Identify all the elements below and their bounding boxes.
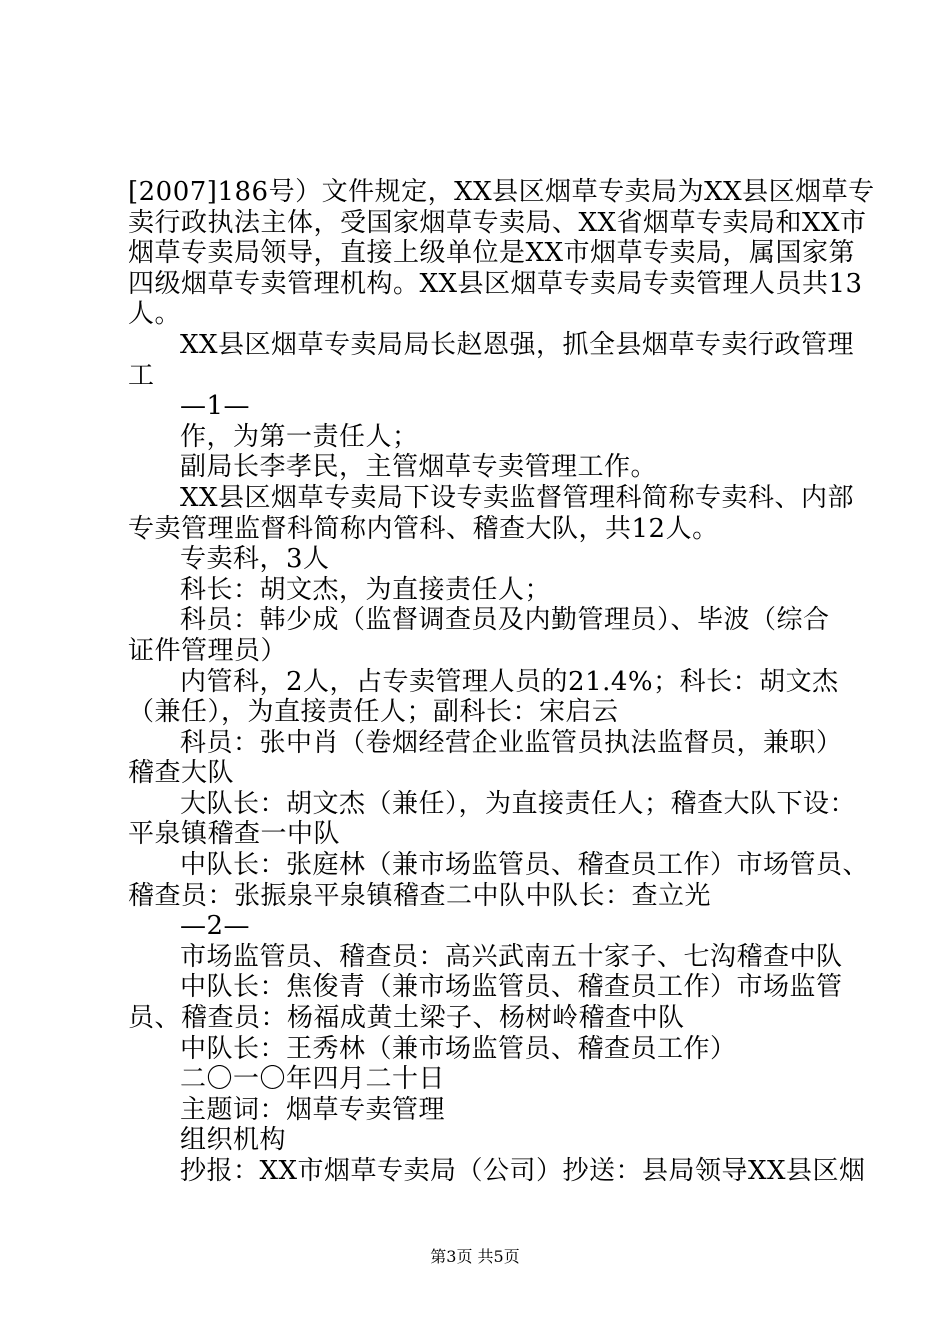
page-marker: —1—: [180, 391, 251, 422]
text-line: 四级烟草专卖管理机构。XX县区烟草专卖局专卖管理人员共13: [128, 268, 863, 299]
text-line: （兼任），为直接责任人；副科长：宋启云: [128, 697, 619, 728]
text-line: 市场监管员、稽查员：高兴武南五十家子、七沟稽查中队: [180, 941, 843, 972]
text-line: 卖行政执法主体，受国家烟草专卖局、XX省烟草专卖局和XX市: [128, 207, 867, 238]
text-line: 科员：张中肖（卷烟经营企业监管员执法监督员，兼职）: [180, 727, 843, 758]
text-line: 中队长：王秀林（兼市场监管员、稽查员工作）: [180, 1033, 737, 1064]
text-line: 专卖管理监督科简称内管科、稽查大队，共12人。: [128, 513, 719, 544]
text-line: 人。: [128, 299, 182, 330]
text-line: 证件管理员）: [128, 635, 288, 666]
text-line: 科员：韩少成（监督调查员及内勤管理员）、毕波（综合: [180, 605, 830, 636]
text-line: 组织机构: [180, 1125, 287, 1156]
body-text: [128, 177, 875, 1187]
text-line: XX县区烟草专卖局局长赵恩强，抓全县烟草专卖行政管理: [180, 329, 855, 360]
text-line: 员、稽查员：杨福成黄土梁子、杨树岭稽查中队: [128, 1003, 685, 1034]
text-line: XX县区烟草专卖局下设专卖监督管理科简称专卖科、内部: [180, 482, 855, 513]
text-line: 二〇一〇年四月二十日: [180, 1064, 446, 1095]
text-line: 中队长：焦俊青（兼市场监管员、稽查员工作）市场监管: [180, 972, 843, 1003]
text-line: 副局长李孝民，主管烟草专卖管理工作。: [180, 452, 658, 483]
text-line: 稽查大队: [128, 758, 235, 789]
text-line: 大队长：胡文杰（兼任），为直接责任人；稽查大队下设：: [180, 788, 857, 819]
text-line: [2007]186号）文件规定，XX县区烟草专卖局为XX县区烟草专: [128, 177, 875, 207]
text-line: 稽查员：张振泉平泉镇稽查二中队中队长：查立光: [128, 880, 712, 911]
text-line: 内管科，2人，占专卖管理人员的21.4%；科长：胡文杰: [180, 666, 839, 697]
page-marker: —2—: [180, 911, 251, 942]
page-footer: 第3页 共5页: [430, 1247, 520, 1266]
text-line: 烟草专卖局领导，直接上级单位是XX市烟草专卖局，属国家第: [128, 238, 856, 269]
text-line: 专卖科，3人: [180, 544, 330, 575]
text-line: 主题词：烟草专卖管理: [180, 1094, 446, 1125]
text-line: 工: [128, 360, 155, 391]
text-line: 平泉镇稽查一中队: [128, 819, 341, 850]
text-line: 作，为第一责任人；: [180, 421, 419, 452]
text-line: 抄报：XX市烟草专卖局（公司）抄送：县局领导XX县区烟: [180, 1156, 866, 1186]
text-line: 中队长：张庭林（兼市场监管员、稽查员工作）市场管员、: [180, 850, 870, 881]
text-line: 科长：胡文杰，为直接责任人；: [180, 574, 552, 605]
